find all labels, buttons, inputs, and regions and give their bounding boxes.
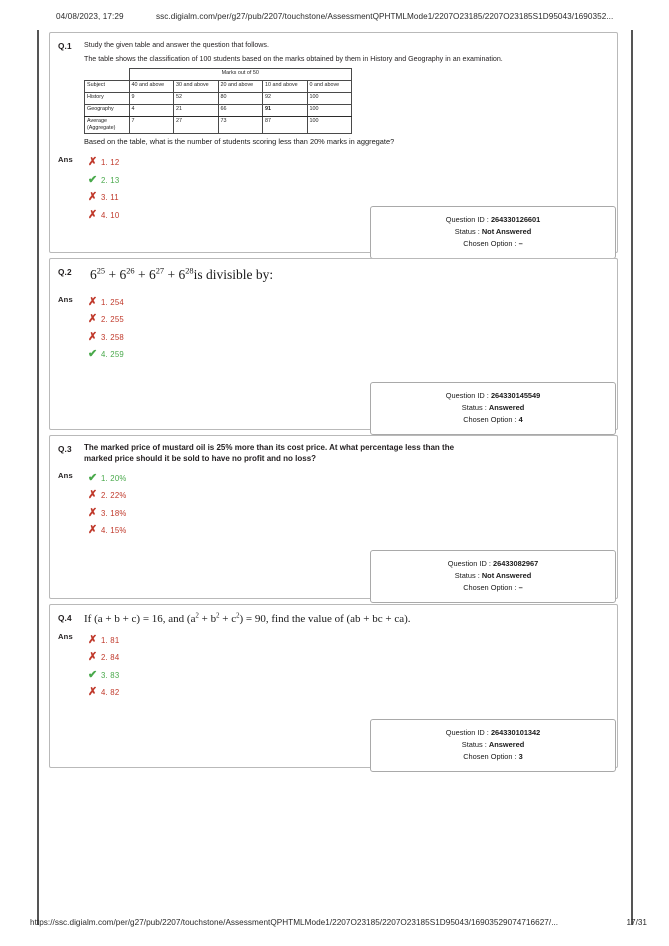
table-cell: 9 [129, 92, 174, 104]
option-3-4[interactable] [84, 522, 609, 540]
table-cell-label-line1: Average [87, 118, 107, 125]
table-row [85, 92, 352, 104]
cross-icon: ✗ [88, 633, 98, 646]
cross-icon: ✗ [88, 489, 98, 502]
meta-box-1 [370, 206, 616, 259]
print-header [0, 12, 669, 26]
table-cell: 73 [218, 116, 263, 134]
check-icon: ✔ [88, 348, 98, 361]
option-label: 2. 22% [101, 491, 127, 501]
check-icon: ✔ [88, 668, 98, 681]
cross-icon: ✗ [88, 156, 98, 169]
cross-icon: ✗ [88, 313, 98, 326]
cross-icon: ✗ [88, 208, 98, 221]
option-label: 3. 11 [101, 193, 119, 203]
answers-row-3 [58, 470, 609, 540]
ans-label-1: Ans [58, 154, 73, 164]
table-cell: 92 [263, 92, 308, 104]
option-label: 4. 259 [101, 350, 124, 360]
table-header-col-2: 20 and above [218, 80, 263, 92]
table-cell-label: Geography [85, 104, 130, 116]
table-header-col-4: 0 and above [307, 80, 352, 92]
print-footer [0, 918, 669, 932]
table-header-col-0: 40 and above [129, 80, 174, 92]
check-icon: ✔ [88, 173, 98, 186]
option-1-1[interactable] [84, 154, 609, 172]
options-list-3 [84, 470, 609, 540]
meta-question-id: Question ID : 264330101342 [445, 728, 541, 737]
option-label: 3. 258 [101, 332, 124, 342]
question-number-2: Q.2 [58, 267, 72, 277]
cross-icon: ✗ [88, 651, 98, 664]
option-4-3[interactable] [84, 666, 609, 684]
option-3-2[interactable] [84, 487, 609, 505]
table-cell-label-line2: (Aggregate) [87, 124, 116, 131]
option-label: 2. 13 [101, 175, 120, 185]
question-block-1 [49, 32, 618, 253]
meta-chosen-option: Chosen Option : 3 [463, 751, 523, 761]
option-4-2[interactable] [84, 649, 609, 667]
ans-label-2: Ans [58, 294, 73, 304]
option-label: 3. 83 [101, 670, 120, 680]
table-cell: 4 [129, 104, 174, 116]
option-2-2[interactable] [84, 311, 609, 329]
question-text-3: The marked price of mustard oil is 25% more than its cost price. At what percentage less than the marked price should it be sold to have no profit and no loss? [84, 443, 455, 463]
option-3-1[interactable] [84, 470, 609, 488]
option-label: 1. 81 [101, 635, 120, 645]
table-cell-label: History [85, 92, 130, 104]
ans-label-4: Ans [58, 632, 73, 642]
table-row-spanhead [85, 68, 352, 80]
question-sub-1: The table shows the classification of 100 students based on the marks obtained by them in History and Geography in an examination. [84, 55, 503, 64]
table-cell: 100 [307, 104, 352, 116]
meta-chosen-option: Chosen Option : – [463, 582, 523, 592]
question-lead-1: Study the given table and answer the question that follows. [84, 41, 269, 49]
option-2-1[interactable] [84, 294, 609, 312]
option-4-4[interactable] [84, 684, 609, 702]
option-label: 1. 254 [101, 297, 124, 307]
option-label: 1. 20% [101, 473, 127, 483]
question-number-3: Q.3 [58, 444, 72, 454]
meta-question-id: Question ID : 264330126601 [445, 215, 541, 224]
cross-icon: ✗ [88, 330, 98, 343]
answers-row-4 [58, 631, 609, 701]
print-footer-url: https://ssc.digialm.com/per/g27/pub/2207/touchstone/AssessmentQPHTMLMode1/2207O23185/2207O23185S1D95043/16903529074716627/... [30, 918, 559, 927]
options-list-4 [84, 631, 609, 701]
question-block-3 [49, 435, 618, 599]
marks-table [84, 68, 352, 135]
meta-box-2 [370, 382, 616, 435]
option-2-3[interactable] [84, 329, 609, 347]
cross-icon: ✗ [88, 524, 98, 537]
table-cell: 21 [174, 104, 219, 116]
page-rule-right [631, 30, 633, 925]
page-rule-left [37, 30, 39, 925]
table-header-subject: Subject [85, 80, 130, 92]
table-cell: 100 [307, 116, 352, 134]
cross-icon: ✗ [88, 295, 98, 308]
table-cell: 27 [174, 116, 219, 134]
option-2-4[interactable] [84, 346, 609, 364]
table-header-col-1: 30 and above [174, 80, 219, 92]
answers-row-2 [58, 294, 609, 364]
table-cell: 91 [263, 104, 308, 116]
option-4-1[interactable] [84, 631, 609, 649]
question-text-4: If (a + b + c) = 16, and $(a^2 + b^2 + c^2) = 90$, find the value of (ab + bc + ca). [84, 612, 411, 625]
option-label: 4. 15% [101, 526, 127, 536]
print-header-url: ssc.digialm.com/per/g27/pub/2207/touchstone/AssessmentQPHTMLMode1/2207O23185/2207O23185S1D95043/1690352... [156, 12, 614, 21]
check-icon: ✔ [88, 471, 98, 484]
option-1-2[interactable] [84, 171, 609, 189]
table-header-col-3: 10 and above [263, 80, 308, 92]
option-label: 3. 18% [101, 508, 127, 518]
table-cell: 66 [218, 104, 263, 116]
question-number-1: Q.1 [58, 41, 72, 51]
table-corner-blank [85, 68, 130, 80]
print-header-date: 04/08/2023, 17:29 [56, 12, 124, 21]
option-label: 1. 12 [101, 158, 120, 168]
table-cell: 100 [307, 92, 352, 104]
meta-question-id: Question ID : 264330145549 [445, 391, 541, 400]
option-label: 2. 255 [101, 315, 124, 325]
meta-chosen-option: Chosen Option : 4 [463, 414, 523, 424]
cross-icon: ✗ [88, 686, 98, 699]
option-label: 4. 82 [101, 688, 120, 698]
cross-icon: ✗ [88, 191, 98, 204]
table-cell-label [85, 116, 130, 134]
option-1-3[interactable] [84, 189, 609, 207]
meta-status: Status : Answered [461, 402, 525, 412]
print-footer-page: 17/31 [626, 918, 647, 927]
options-list-2 [84, 294, 609, 364]
table-cell: 87 [263, 116, 308, 134]
option-label: 2. 84 [101, 653, 120, 663]
table-cell: 52 [174, 92, 219, 104]
question-block-4 [49, 604, 618, 768]
meta-box-3 [370, 550, 616, 603]
option-3-3[interactable] [84, 505, 609, 523]
table-cell: 80 [218, 92, 263, 104]
question-text-2: $6^{25} + 6^{26} + 6^{27} + 6^{28}is$ divisible by: [90, 266, 274, 282]
meta-status: Status : Not Answered [454, 570, 532, 580]
question-tail-1: Based on the table, what is the number of students scoring less than 20% marks in aggregate? [84, 137, 395, 147]
table-row [85, 116, 352, 134]
ans-label-3: Ans [58, 470, 73, 480]
meta-status: Status : Answered [461, 739, 525, 749]
meta-chosen-option: Chosen Option : – [463, 238, 523, 248]
cross-icon: ✗ [88, 506, 98, 519]
question-block-2 [49, 258, 618, 430]
meta-question-id: Question ID : 26433082967 [447, 559, 539, 568]
meta-status: Status : Not Answered [454, 226, 532, 236]
questions-column [49, 32, 618, 773]
table-row [85, 104, 352, 116]
table-cell: 7 [129, 116, 174, 134]
option-label: 4. 10 [101, 210, 120, 220]
table-row-header [85, 80, 352, 92]
question-number-4: Q.4 [58, 613, 72, 623]
table-span-header: Marks out of 50 [129, 68, 352, 80]
meta-box-4 [370, 719, 616, 772]
